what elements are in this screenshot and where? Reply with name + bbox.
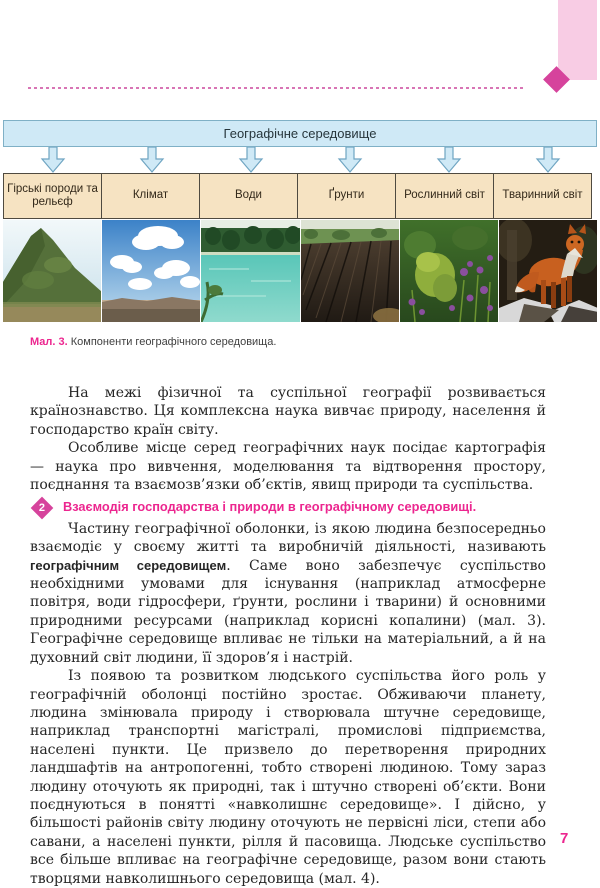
section-number-diamond-icon: 2	[31, 496, 54, 519]
fox-photo	[499, 220, 597, 322]
dotted-divider-rule	[28, 87, 526, 89]
diagram-photos	[3, 220, 597, 322]
section-heading	[30, 498, 546, 516]
down-arrow-icon	[498, 147, 597, 173]
diagram-root-label: Географічне середовище	[223, 126, 377, 141]
component-box-animal-world: Тваринний світ	[493, 173, 592, 219]
page-edge-pink-bar	[558, 0, 597, 80]
paragraph-3: Частину географічної оболонки, із якою людина безпосередньо взаємодіє у своєму житті та виробничій діяльності, називають географічним середовищем. Саме воно забезпечує суспільство необхідними умовами для існування (наприклад атмосферне повітря, води гідросфери, ґрунти, рослини і тварини) й основними природними ресурсами (наприклад корисні копалини) (мал. 3). Географічне середовище впливає не тільки на матеріальний, а й на духовний світ людини, її здоров’я і настрій.	[30, 520, 546, 666]
component-box-soils: Ґрунти	[297, 173, 396, 219]
turquoise-lake-photo	[201, 220, 299, 322]
mountain-photo	[3, 220, 101, 322]
down-arrow-icon	[201, 147, 300, 173]
plants-flowers-photo	[400, 220, 498, 322]
diagram-component-labels	[3, 173, 597, 219]
paragraph-1: На межі фізичної та суспільної географії розвивається країнознавство. Ця комплексна наука вивчає природу, населення й господарство країн світу.	[30, 385, 546, 438]
down-arrow-icon	[300, 147, 399, 173]
diagram-root-box	[3, 120, 597, 147]
component-box-rocks-relief: Гірські породи та рельєф	[3, 173, 102, 219]
body-text	[30, 384, 546, 888]
component-box-waters: Води	[199, 173, 298, 219]
page-number: 7	[560, 830, 569, 847]
figure-caption	[30, 336, 550, 348]
down-arrow-icon	[399, 147, 498, 173]
component-box-plant-world: Рослинний світ	[395, 173, 494, 219]
figure-3-diagram	[3, 120, 597, 322]
diagram-arrows	[3, 147, 597, 173]
component-box-climate: Клімат	[101, 173, 200, 219]
paragraph-4: Із появою та розвитком людського суспільства його роль у географічній оболонці постійно зростає. Обживаючи планету, людина змінювала природу і створювала штучне середовище, наприклад транспортні магістралі, промислові підприємства, населені пункти. Це призвело до перетворення природних ландшафтів на антропогенні, тобто створені людиною. Тому зараз людину оточують як природні, так і штучно створені об’єкти. Вони поєднуються в понятті «навколишнє середовище». І дійсно, у більшості районів світу людину оточують не первісні ліси, степи або савани, а населені пункти, рілля й пасовища. Людське суспільство все більше впливає на географічне середовище, разом вони стають творцями навколишнього середовища (мал. 4).	[30, 668, 546, 887]
plowed-soil-photo	[301, 220, 399, 322]
paragraph-2: Особливе місце серед географічних наук посідає картографія — наука про вивчення, моделювання та відтворення простору, поєднання та взаємозв’язки об’єктів, явищ природи та суспільства.	[30, 440, 546, 494]
section-title: Взаємодія господарства і природи в географічному середовищі.	[63, 499, 477, 515]
down-arrow-icon	[3, 147, 102, 173]
key-term: географічним середовищем	[30, 557, 227, 573]
sky-clouds-photo	[102, 220, 200, 322]
down-arrow-icon	[102, 147, 201, 173]
figure-caption-label: Мал. 3.	[30, 336, 68, 348]
figure-caption-text: Компоненти географічного середовища.	[67, 336, 277, 348]
